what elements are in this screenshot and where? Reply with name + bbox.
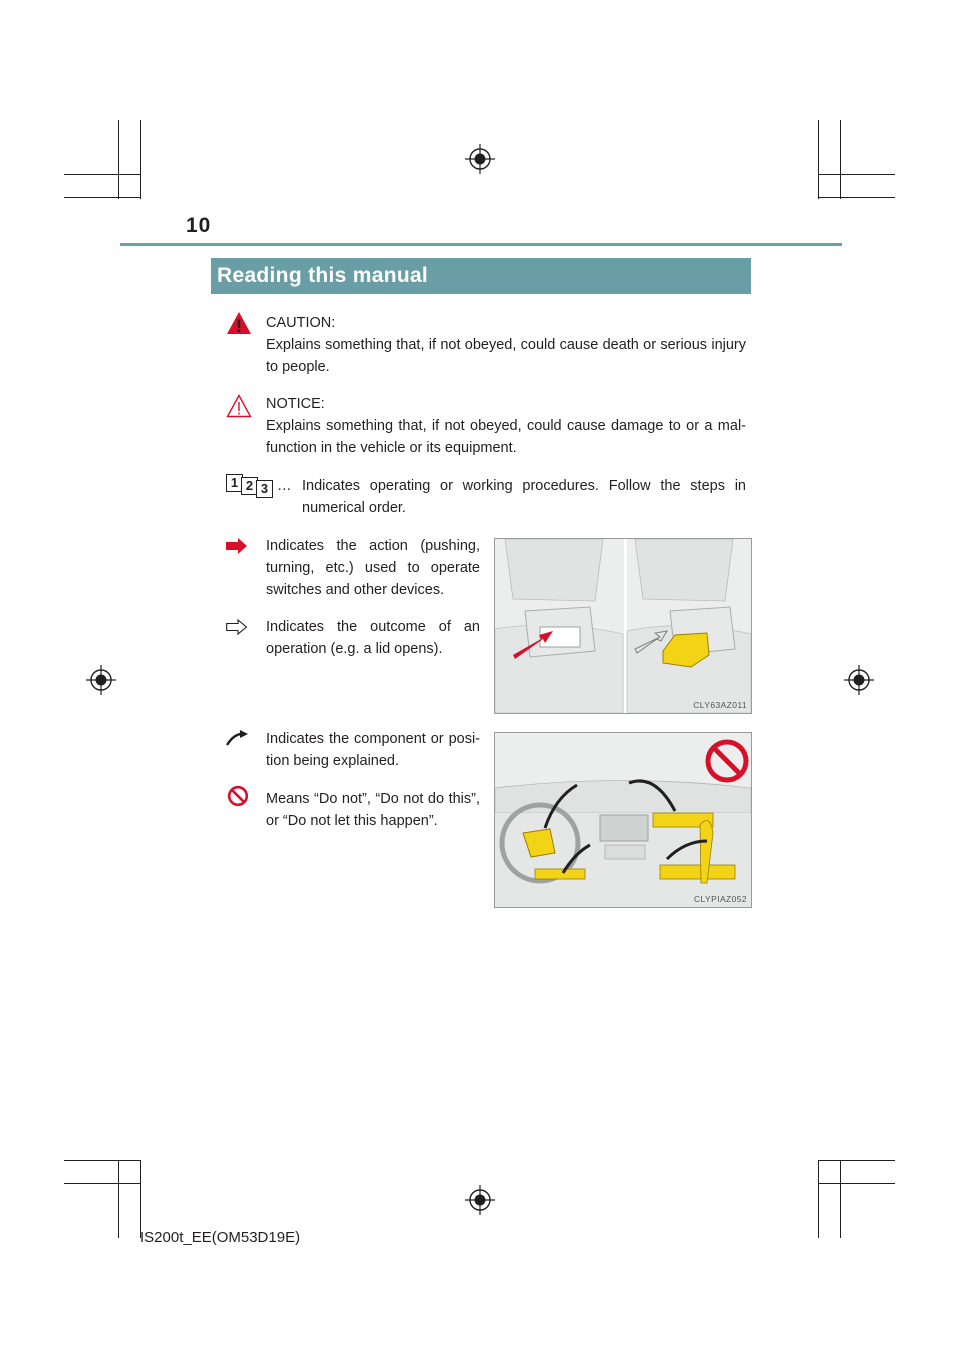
component-description: Indicates the component or posi-tion being explained. <box>266 731 480 769</box>
steps-marker: … <box>277 478 292 494</box>
registration-mark-icon <box>464 1184 496 1216</box>
console-figure-code: CLY63AZ011 <box>693 700 747 710</box>
console-drawing <box>495 539 751 713</box>
registration-mark-icon <box>85 664 117 696</box>
page-number: 10 <box>186 214 212 237</box>
step-number-1: 1 <box>226 474 243 492</box>
step-number-3: 3 <box>256 480 273 498</box>
action-description: Indicates the action (pushing, turning, etc.) used to operate switches and other devices. <box>266 538 480 598</box>
notice-icon <box>226 394 252 418</box>
footer-document-code: IS200t_EE(OM53D19E) <box>140 1229 301 1246</box>
registration-mark-icon <box>464 143 496 175</box>
caution-title: CAUTION: <box>266 315 336 331</box>
do-not-icon <box>227 785 249 807</box>
notice-description: Explains something that, if not obeyed, could cause damage to or a mal-function in the vehicle or its equipment. <box>266 418 746 456</box>
caution-description: Explains something that, if not obeyed, could cause death or serious injury to people. <box>266 337 746 375</box>
notice-title: NOTICE: <box>266 396 325 412</box>
outcome-arrow-icon <box>226 619 248 635</box>
action-arrow-icon <box>226 538 248 554</box>
section-title: Reading this manual <box>217 264 429 287</box>
dashboard-illustration <box>494 732 752 908</box>
component-pointer-icon <box>226 730 248 746</box>
caution-icon <box>226 311 252 335</box>
console-illustration <box>494 538 752 714</box>
step-number-2: 2 <box>241 477 258 495</box>
header-rule <box>120 243 842 246</box>
dashboard-figure-code: CLYPIAZ052 <box>694 894 747 904</box>
outcome-description: Indicates the outcome of an operation (e.g. a lid opens). <box>266 619 480 657</box>
steps-description: Indicates operating or working procedures. Follow the steps in numerical order. <box>302 478 746 516</box>
registration-mark-icon <box>843 664 875 696</box>
donot-description: Means “Do not”, “Do not do this”, or “Do not let this happen”. <box>266 791 480 829</box>
dashboard-drawing <box>495 733 751 907</box>
